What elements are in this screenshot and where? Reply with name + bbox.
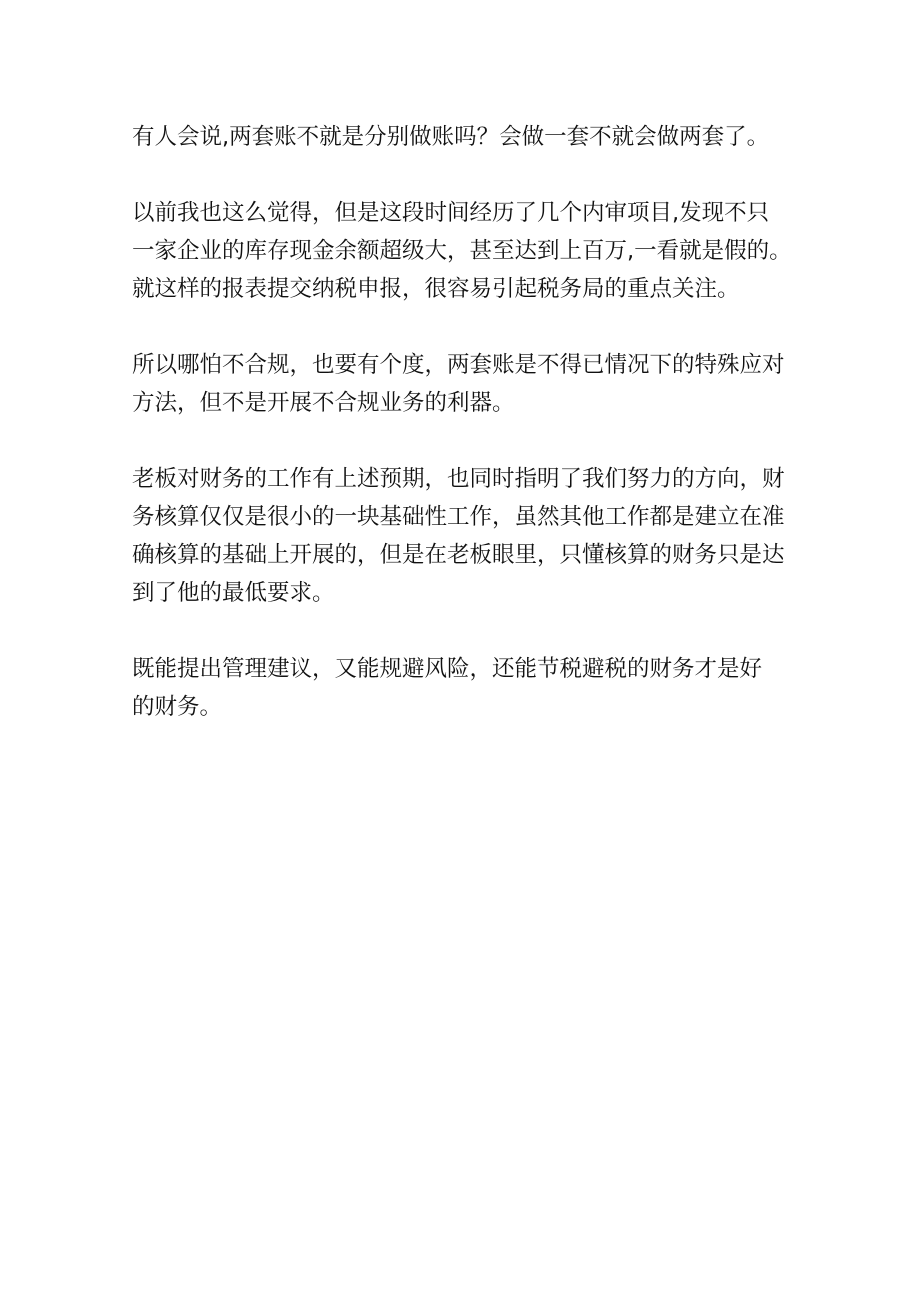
paragraph-4 (132, 460, 822, 612)
text-line: 有人会说,两套账不就是分别做账吗？会做一套不就会做两套了。 (132, 124, 770, 150)
text-line: 务核算仅仅是很小的一块基础性工作，虽然其他工作都是建立在准 (132, 504, 785, 530)
text-line: 以前我也这么觉得，但是这段时间经历了几个内审项目,发现不只 (132, 200, 770, 226)
paragraph-5 (132, 650, 822, 726)
paragraph-1 (132, 118, 822, 156)
text-line: 一家企业的库存现金余额超级大，甚至达到上百万,一看就是假的。 (132, 238, 792, 264)
text-line: 既能提出管理建议，又能规避风险，还能节税避税的财务才是好 (132, 656, 763, 682)
text-line: 到了他的最低要求。 (132, 580, 335, 606)
text-line: 就这样的报表提交纳税申报，很容易引起税务局的重点关注。 (132, 276, 740, 302)
text-line: 所以哪怕不合规，也要有个度，两套账是不得已情况下的特殊应对 (132, 352, 785, 378)
paragraph-2 (132, 194, 822, 308)
text-line: 的财务。 (132, 694, 223, 720)
article-body (132, 118, 822, 764)
text-line: 方法，但不是开展不合规业务的利器。 (132, 390, 515, 416)
paragraph-3 (132, 346, 822, 422)
text-line: 老板对财务的工作有上述预期，也同时指明了我们努力的方向，财 (132, 466, 785, 492)
text-line: 确核算的基础上开展的，但是在老板眼里，只懂核算的财务只是达 (132, 542, 785, 568)
